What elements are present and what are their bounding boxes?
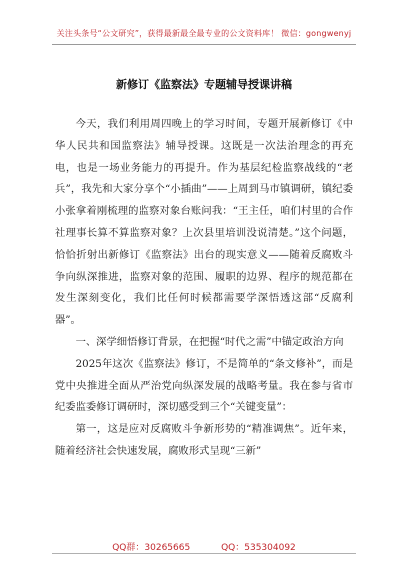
footer-qq: QQ：535304092 — [221, 543, 296, 553]
header-divider — [52, 44, 356, 45]
footer-divider — [52, 553, 356, 554]
document-page — [52, 12, 356, 572]
body-paragraph: 第一，这是应对反腐败斗争新形势的“精准调焦”。近年来，随着经济社会快速发展，腐败形式呈现“三新” — [55, 423, 353, 457]
footer-contacts — [52, 540, 356, 553]
document-body — [55, 114, 353, 463]
footer-qq-group: QQ群：30265665 — [112, 543, 191, 553]
document-title: 新修订《监察法》专题辅导授课讲稿 — [116, 78, 292, 91]
section-heading: 一、深学细悟修订背景，在把握“时代之需”中锚定政治方向 — [75, 335, 344, 348]
body-paragraph: 2025年这次《监察法》修订，不是简单的“条文修补”，而是党中央推进全面从严治党向纵深发展的战略考量。我在参与省市纪委监委修订调研时，深切感受到三个“关键变量”： — [55, 357, 353, 414]
body-paragraph: 今天，我们利用周四晚上的学习时间，专题开展新修订《中华人民共和国监察法》辅导授课。这既是一次法治理念的再充电，也是一场业务能力的再提升。作为基层纪检监察战线的“老兵”，我先和大家分享个“小插曲”——上周到马市镇调研，镇纪委小张拿着刚梳理的监察对象台账问我：“王主任，咱们村里的合作社理事长算不算监察对象？上次县里培训没说清楚。”这个问题，恰恰折射出新修订《监察法》出台的现实意义——随着反腐败斗争向纵深推进，监察对象的范围、履职的边界、程序的规范都在发生深刻变化，我们比任何时候都需要学深悟透这部“反腐利器”。 — [55, 118, 353, 327]
header-note: 关注头条号“公文研究”，获得最新最全最专业的公文资料库！ 微信：gongwenyj — [56, 29, 352, 38]
